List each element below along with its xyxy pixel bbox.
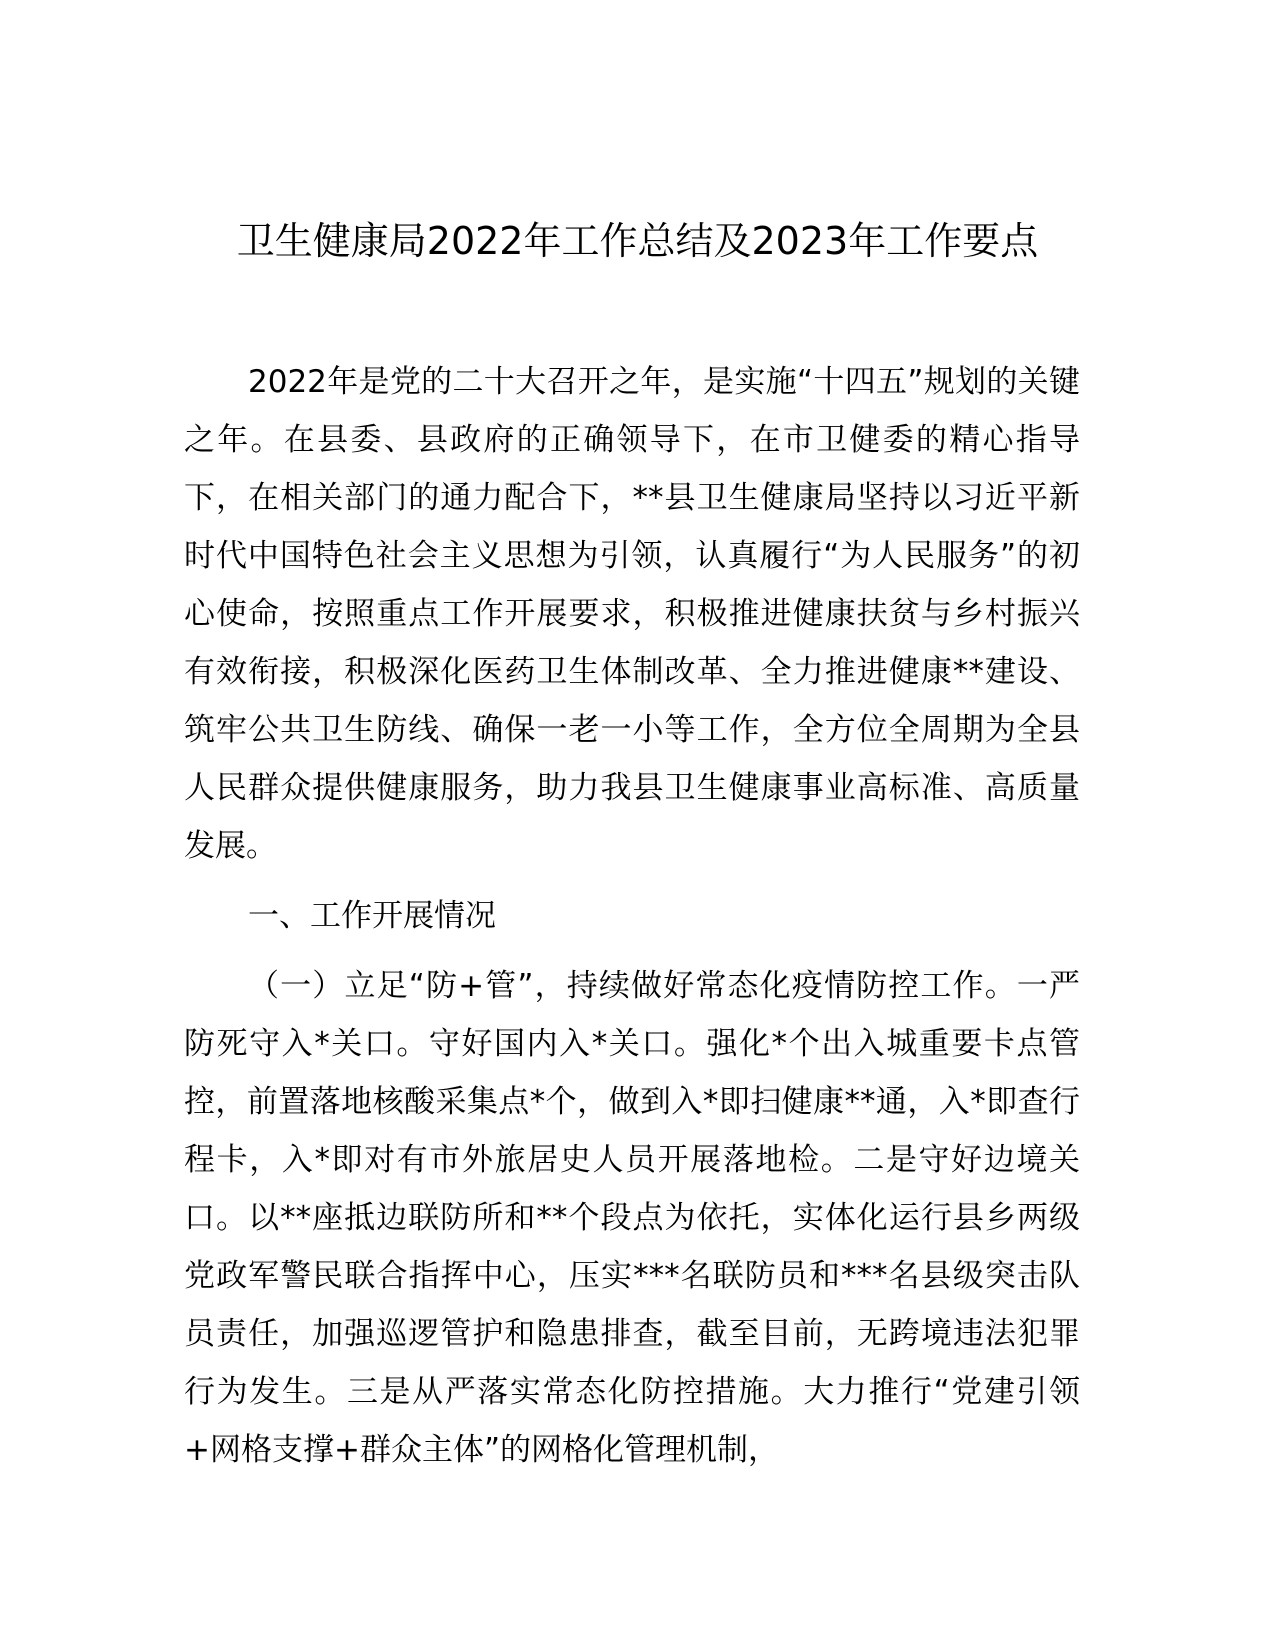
intro-paragraph: 2022年是党的二十大召开之年，是实施“十四五”规划的关键之年。在县委、县政府的正确领导下，在市卫健委的精心指导下，在相关部门的通力配合下，**县卫生健康局坚持以习近平新时代中国特色社会主义思想为引领，认真履行“为人民服务”的初心使命，按照重点工作开展要求，积极推进健康扶贫与乡村振兴有效衔接，积极深化医药卫生体制改革、全力推进健康**建设、筑牢公共卫生防线、确保一老一小等工作，全方位全周期为全县人民群众提供健康服务，助力我县卫生健康事业高标准、高质量发展。 — [184, 364, 1080, 864]
document-title: 卫生健康局2022年工作总结及2023年工作要点 — [236, 219, 1039, 263]
section-heading: 一、工作开展情况 — [248, 898, 496, 934]
body-paragraph: （一）立足“防+管”，持续做好常态化疫情防控工作。一严防死守入*关口。守好国内入*关口。强化*个出入城重要卡点管控，前置落地核酸采集点*个，做到入*即扫健康**通，入*即查行程卡，入*即对有市外旅居史人员开展落地检。二是守好边境关口。以**座抵边联防所和**个段点为依托，实体化运行县乡两级党政军警民联合指挥中心，压实***名联防员和***名县级突击队员责任，加强巡逻管护和隐患排查，截至目前，无跨境违法犯罪行为发生。三是从严落实常态化防控措施。大力推行“党建引领+网格支撑+群众主体”的网格化管理机制， — [184, 968, 1080, 1468]
